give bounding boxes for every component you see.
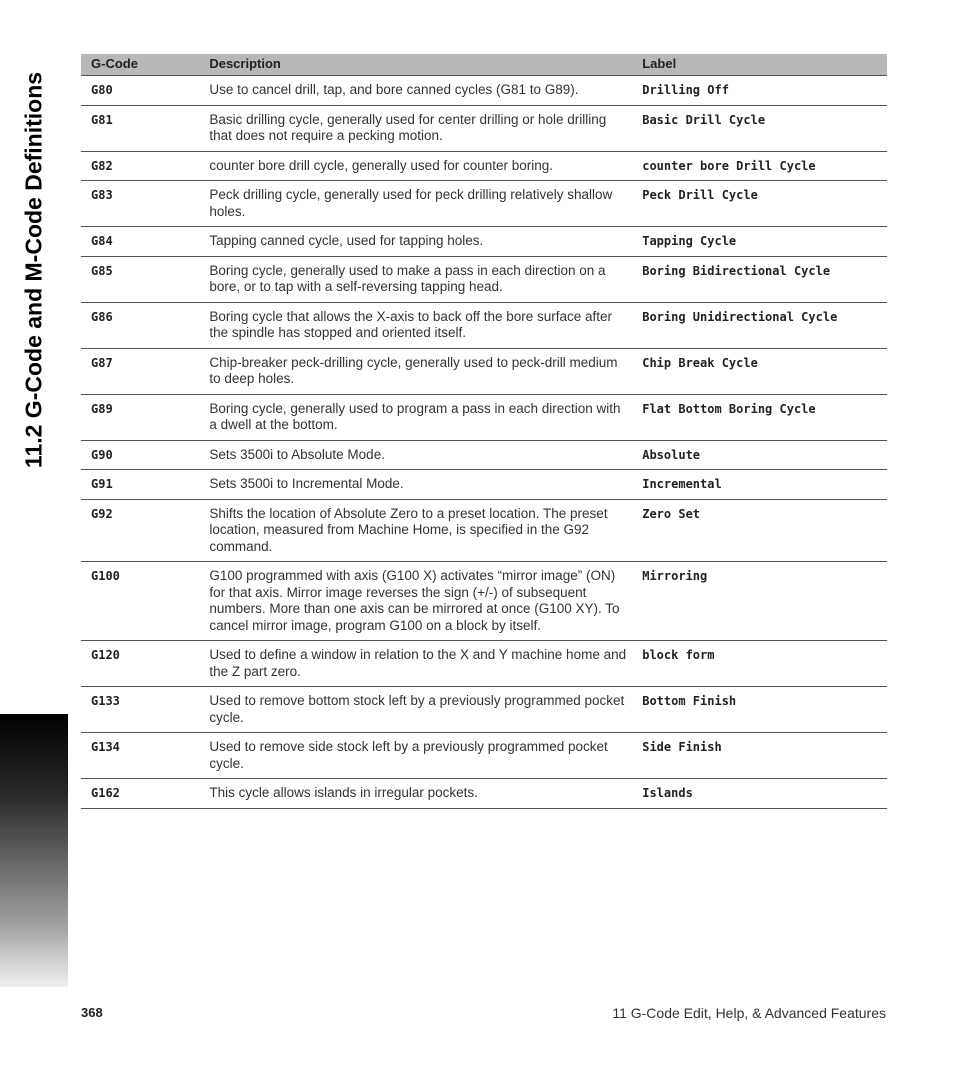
table-body [81,76,887,809]
side-chapter-title-text: 11.2 G-Code and M-Code Definitions [20,71,47,469]
header-label: Label [632,54,887,76]
description-cell: Sets 3500i to Incremental Mode. [199,470,632,500]
table-row [81,227,887,257]
gcode-cell: G92 [81,499,199,562]
table-row [81,440,887,470]
gcode-cell: G87 [81,348,199,394]
description-cell: This cycle allows islands in irregular pockets. [199,779,632,809]
label-cell: Drilling Off [632,76,887,106]
table-row [81,348,887,394]
header-gcode: G-Code [81,54,199,76]
gcode-cell: G89 [81,394,199,440]
description-cell: counter bore drill cycle, generally used for counter boring. [199,151,632,181]
gcode-cell: G134 [81,733,199,779]
table-row [81,394,887,440]
label-cell: Boring Unidirectional Cycle [632,302,887,348]
label-cell: Peck Drill Cycle [632,181,887,227]
label-cell: Chip Break Cycle [632,348,887,394]
table-row [81,687,887,733]
description-cell: Sets 3500i to Absolute Mode. [199,440,632,470]
description-cell: G100 programmed with axis (G100 X) activates “mirror image” (ON) for that axis. Mirror image reverses the sign (+/-) of subsequent numbers. More than one axis can be mirrored at once (G100 XY). To cancel mirror image, program G100 on a block by itself. [199,562,632,641]
gcode-cell: G90 [81,440,199,470]
table-row [81,733,887,779]
description-cell: Used to define a window in relation to the X and Y machine home and the Z part zero. [199,641,632,687]
gcode-cell: G91 [81,470,199,500]
table-header-row [81,54,887,76]
table-row [81,151,887,181]
header-description: Description [199,54,632,76]
description-cell: Boring cycle, generally used to program a pass in each direction with a dwell at the bottom. [199,394,632,440]
table-row [81,302,887,348]
gcode-cell: G83 [81,181,199,227]
table-row [81,641,887,687]
label-cell: Absolute [632,440,887,470]
table-row [81,499,887,562]
label-cell: Bottom Finish [632,687,887,733]
table-row [81,181,887,227]
gcode-cell: G86 [81,302,199,348]
table-row [81,256,887,302]
gcode-cell: G162 [81,779,199,809]
gcode-cell: G120 [81,641,199,687]
label-cell: Boring Bidirectional Cycle [632,256,887,302]
label-cell: counter bore Drill Cycle [632,151,887,181]
gcode-cell: G81 [81,105,199,151]
description-cell: Boring cycle, generally used to make a pass in each direction on a bore, or to tap with a self-reversing tapping head. [199,256,632,302]
label-cell: Side Finish [632,733,887,779]
label-cell: Mirroring [632,562,887,641]
label-cell: Incremental [632,470,887,500]
chapter-footer: 11 G-Code Edit, Help, & Advanced Features [612,1005,886,1021]
description-cell: Used to remove side stock left by a previously programmed pocket cycle. [199,733,632,779]
label-cell: block form [632,641,887,687]
description-cell: Use to cancel drill, tap, and bore canned cycles (G81 to G89). [199,76,632,106]
gcode-cell: G100 [81,562,199,641]
table-row [81,76,887,106]
gcode-cell: G82 [81,151,199,181]
table-row [81,562,887,641]
gcode-cell: G85 [81,256,199,302]
description-cell: Boring cycle that allows the X-axis to back off the bore surface after the spindle has stopped and oriented itself. [199,302,632,348]
label-cell: Flat Bottom Boring Cycle [632,394,887,440]
table-row [81,470,887,500]
gcode-cell: G133 [81,687,199,733]
gcode-cell: G80 [81,76,199,106]
table-row [81,779,887,809]
description-cell: Used to remove bottom stock left by a previously programmed pocket cycle. [199,687,632,733]
description-cell: Peck drilling cycle, generally used for peck drilling relatively shallow holes. [199,181,632,227]
description-cell: Chip-breaker peck-drilling cycle, generally used to peck-drill medium to deep holes. [199,348,632,394]
gcode-cell: G84 [81,227,199,257]
side-chapter-title [0,0,68,540]
gcode-table [81,54,887,809]
page-number: 368 [81,1005,103,1020]
description-cell: Shifts the location of Absolute Zero to a preset location. The preset location, measured from Machine Home, is specified in the G92 command. [199,499,632,562]
label-cell: Zero Set [632,499,887,562]
side-gradient-tab [0,714,68,987]
description-cell: Basic drilling cycle, generally used for center drilling or hole drilling that does not require a pecking motion. [199,105,632,151]
table-row [81,105,887,151]
label-cell: Basic Drill Cycle [632,105,887,151]
label-cell: Tapping Cycle [632,227,887,257]
label-cell: Islands [632,779,887,809]
description-cell: Tapping canned cycle, used for tapping holes. [199,227,632,257]
